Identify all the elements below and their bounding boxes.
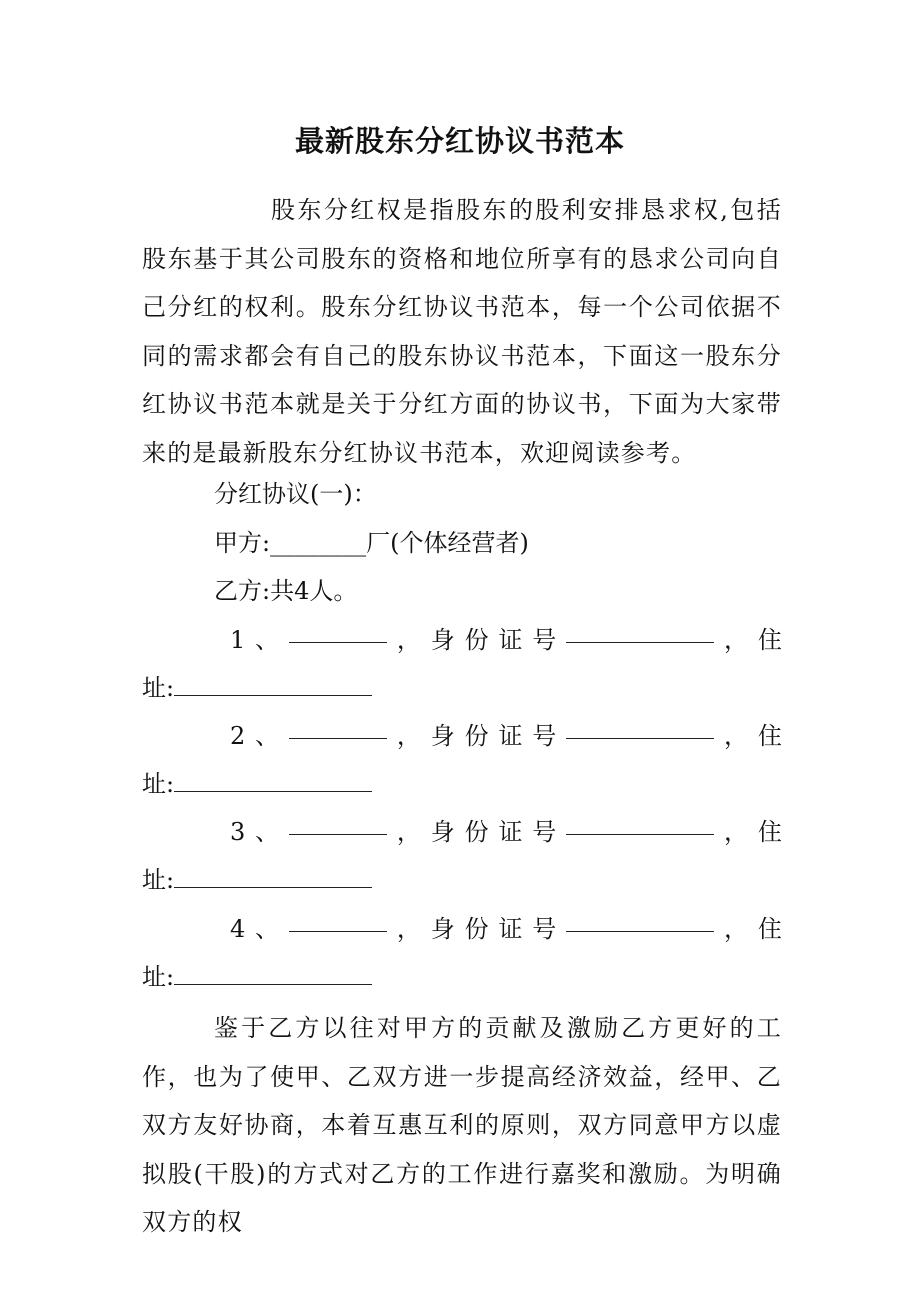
main-paragraph: 鉴于乙方以往对甲方的贡献及激励乙方更好的工作，也为了使甲、乙双方进一步提高经济效益，经甲、乙双方友好协商，本着互惠互利的原则，双方同意甲方以虚拟股(干股)的方式对乙方的工作进行嘉奖和激励。为明确双方的权 — [142, 1014, 782, 1236]
id-label-char: 证 — [498, 818, 523, 846]
name-blank — [289, 712, 387, 739]
id-number-blank — [566, 712, 714, 739]
comma: ， — [396, 626, 421, 654]
address-label-start: 住 — [757, 818, 782, 846]
id-label-char: 份 — [464, 626, 489, 654]
comma: ， — [396, 818, 421, 846]
page-title: 最新股东分红协议书范本 — [294, 124, 625, 158]
address-label-start: 住 — [757, 915, 782, 943]
id-label-char: 身 — [430, 915, 455, 943]
member-separator: 、 — [255, 818, 280, 846]
member-entry — [142, 616, 782, 712]
member-entry — [142, 905, 782, 1001]
comma: ， — [396, 915, 421, 943]
id-label-char: 身 — [430, 722, 455, 750]
address-label-end: 址: — [142, 866, 175, 894]
agreement-heading: 分红协议(一)： — [214, 480, 377, 508]
id-label-char: 身 — [430, 626, 455, 654]
member-separator: 、 — [255, 915, 280, 943]
intro-paragraph: 股东分红权是指股东的股利安排恳求权,包括股东基于其公司股东的资格和地位所享有的恳求公司向自己分红的权利。股东分红协议书范本，每一个公司依据不同的需求都会有自己的股东协议书范本，下面这一股东分红协议书范本就是关于分红方面的协议书，下面为大家带来的是最新股东分红协议书范本，欢迎阅读参考。 — [142, 196, 782, 467]
member-address-row — [142, 664, 782, 712]
id-label-char: 证 — [498, 915, 523, 943]
member-separator: 、 — [255, 722, 280, 750]
address-label-end: 址: — [142, 963, 175, 991]
member-id-row — [142, 808, 782, 856]
id-label-char: 份 — [464, 818, 489, 846]
member-number: 2 — [230, 722, 246, 750]
id-label-char: 证 — [498, 722, 523, 750]
id-label-char: 号 — [532, 818, 557, 846]
address-blank — [174, 861, 372, 888]
member-entry — [142, 808, 782, 904]
name-blank — [289, 808, 387, 835]
id-number-blank — [566, 808, 714, 835]
address-label-end: 址: — [142, 674, 175, 702]
address-label-end: 址: — [142, 770, 175, 798]
member-number: 4 — [230, 915, 246, 943]
member-address-row — [142, 760, 782, 808]
party-b-line: 乙方:共4人。 — [214, 577, 358, 605]
member-entry — [142, 712, 782, 808]
id-label-char: 身 — [430, 818, 455, 846]
address-label-start: 住 — [757, 626, 782, 654]
name-blank — [289, 616, 387, 643]
member-id-row — [142, 712, 782, 760]
comma: ， — [724, 818, 749, 846]
member-address-row — [142, 856, 782, 904]
comma: ， — [724, 722, 749, 750]
comma: ， — [724, 915, 749, 943]
member-address-row — [142, 953, 782, 1001]
comma: ， — [724, 626, 749, 654]
id-label-char: 号 — [532, 626, 557, 654]
member-separator: 、 — [255, 626, 280, 654]
member-number: 1 — [230, 626, 246, 654]
id-number-blank — [566, 616, 714, 643]
id-label-char: 号 — [532, 915, 557, 943]
id-label-char: 号 — [532, 722, 557, 750]
address-blank — [174, 958, 372, 985]
id-label-char: 份 — [464, 915, 489, 943]
name-blank — [289, 905, 387, 932]
member-number: 3 — [230, 818, 246, 846]
address-blank — [174, 669, 372, 696]
address-blank — [174, 765, 372, 792]
member-id-row — [142, 905, 782, 953]
id-number-blank — [566, 905, 714, 932]
address-label-start: 住 — [757, 722, 782, 750]
id-label-char: 份 — [464, 722, 489, 750]
id-label-char: 证 — [498, 626, 523, 654]
party-a-line: 甲方:________厂(个体经营者) — [214, 529, 529, 557]
comma: ， — [396, 722, 421, 750]
member-id-row — [142, 616, 782, 664]
